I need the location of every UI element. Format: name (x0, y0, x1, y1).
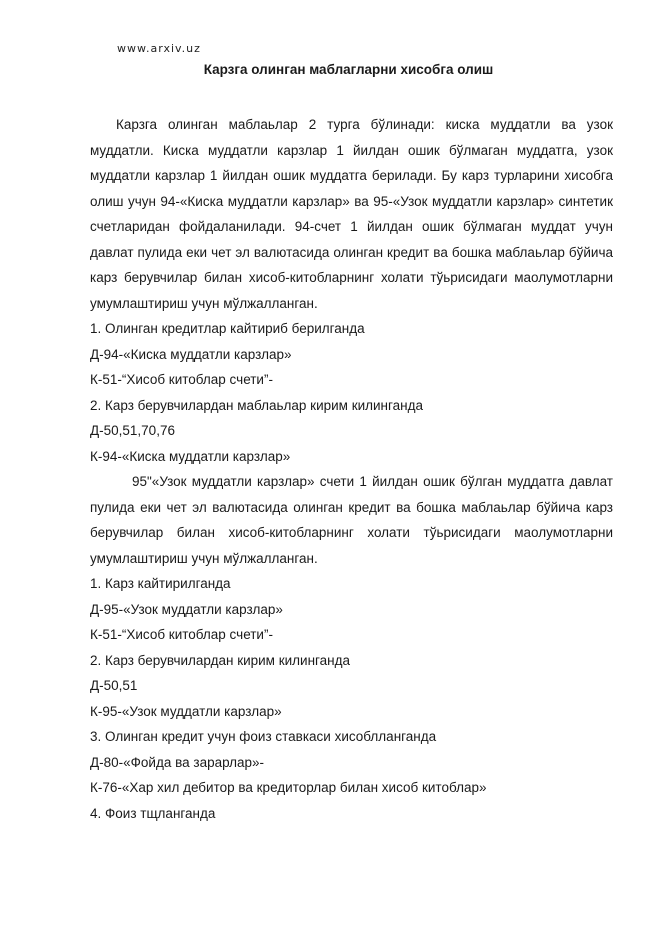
entry-line: Д-94-«Киска муддатли карзлар» (90, 346, 292, 362)
document-body (90, 112, 613, 826)
entry-line: Д-50,51,70,76 (90, 423, 175, 438)
entry-line: 2. Карз берувчилардан кирим килинганда (90, 652, 351, 668)
entry-line: 4. Фоиз тщланганда (90, 805, 216, 821)
paragraph-account-95: 95"«Узок муддатли карзлар» счети 1 йилдан ошик бўлган муддатга давлат пулида еки чет эл валютасида олинган кредит ва бошка маблаьлар бўйича карз берувчилар билан хисоб-китобларнинг холати тўьрисидаги маолумотларни умумлаштириш учун мўлжалланган. (90, 474, 613, 566)
entry-line: 2. Карз берувчилардан маблаьлар кирим килинганда (90, 397, 423, 413)
entry-line: Д-80-«Фойда ва зарарлар»- (90, 754, 265, 770)
entry-line: К-51-“Хисоб китоблар счети”- (90, 627, 273, 642)
entry-line: Д-50,51 (90, 678, 138, 693)
entry-line: К-51-“Хисоб китоблар счети”- (90, 372, 273, 387)
entry-line: К-76-«Хар хил дебитор ва кредиторлар билан хисоб китоблар» (90, 780, 487, 795)
entry-line: 1. Карз кайтирилганда (90, 576, 231, 591)
entry-line: 1. Олинган кредитлар кайтириб берилганда (90, 321, 365, 336)
entry-line: К-95-«Узок муддатли карзлар» (90, 703, 282, 719)
entry-line: 3. Олинган кредит учун фоиз ставкаси хисоблланганда (90, 729, 437, 744)
entry-line: К-94-«Киска муддатли карзлар» (90, 448, 291, 464)
entry-line: Д-95-«Узок муддатли карзлар» (90, 601, 283, 617)
document-title: Карзга олинган маблагларни хисобга олиш (203, 62, 494, 77)
watermark-text: www.arxiv.uz (117, 42, 201, 55)
paragraph-intro: Карзга олинган маблаьлар 2 турга бўлинади: киска муддатли ва узок муддатли. Киска муддатли карзлар 1 йилдан ошик бўлмаган муддатга, узок муддатли карзлар 1 йилдан ошик муддатга берилади. Бу карз турларини хисобга олиш учун 94-«Киска муддатли карзлар» ва 95-«Узок муддатли карзлар» синтетик счетларидан фойдаланилади. 94-счет 1 йилдан ошик бўлмаган муддат учун давлат пулида еки чет эл валютасида олинган кредит ва бошка маблаьлар бўйича карз берувчилар билан хисоб-китобларнинг холати тўьрисидаги маолумотларни умумлаштириш учун мўлжалланган. (90, 117, 613, 311)
